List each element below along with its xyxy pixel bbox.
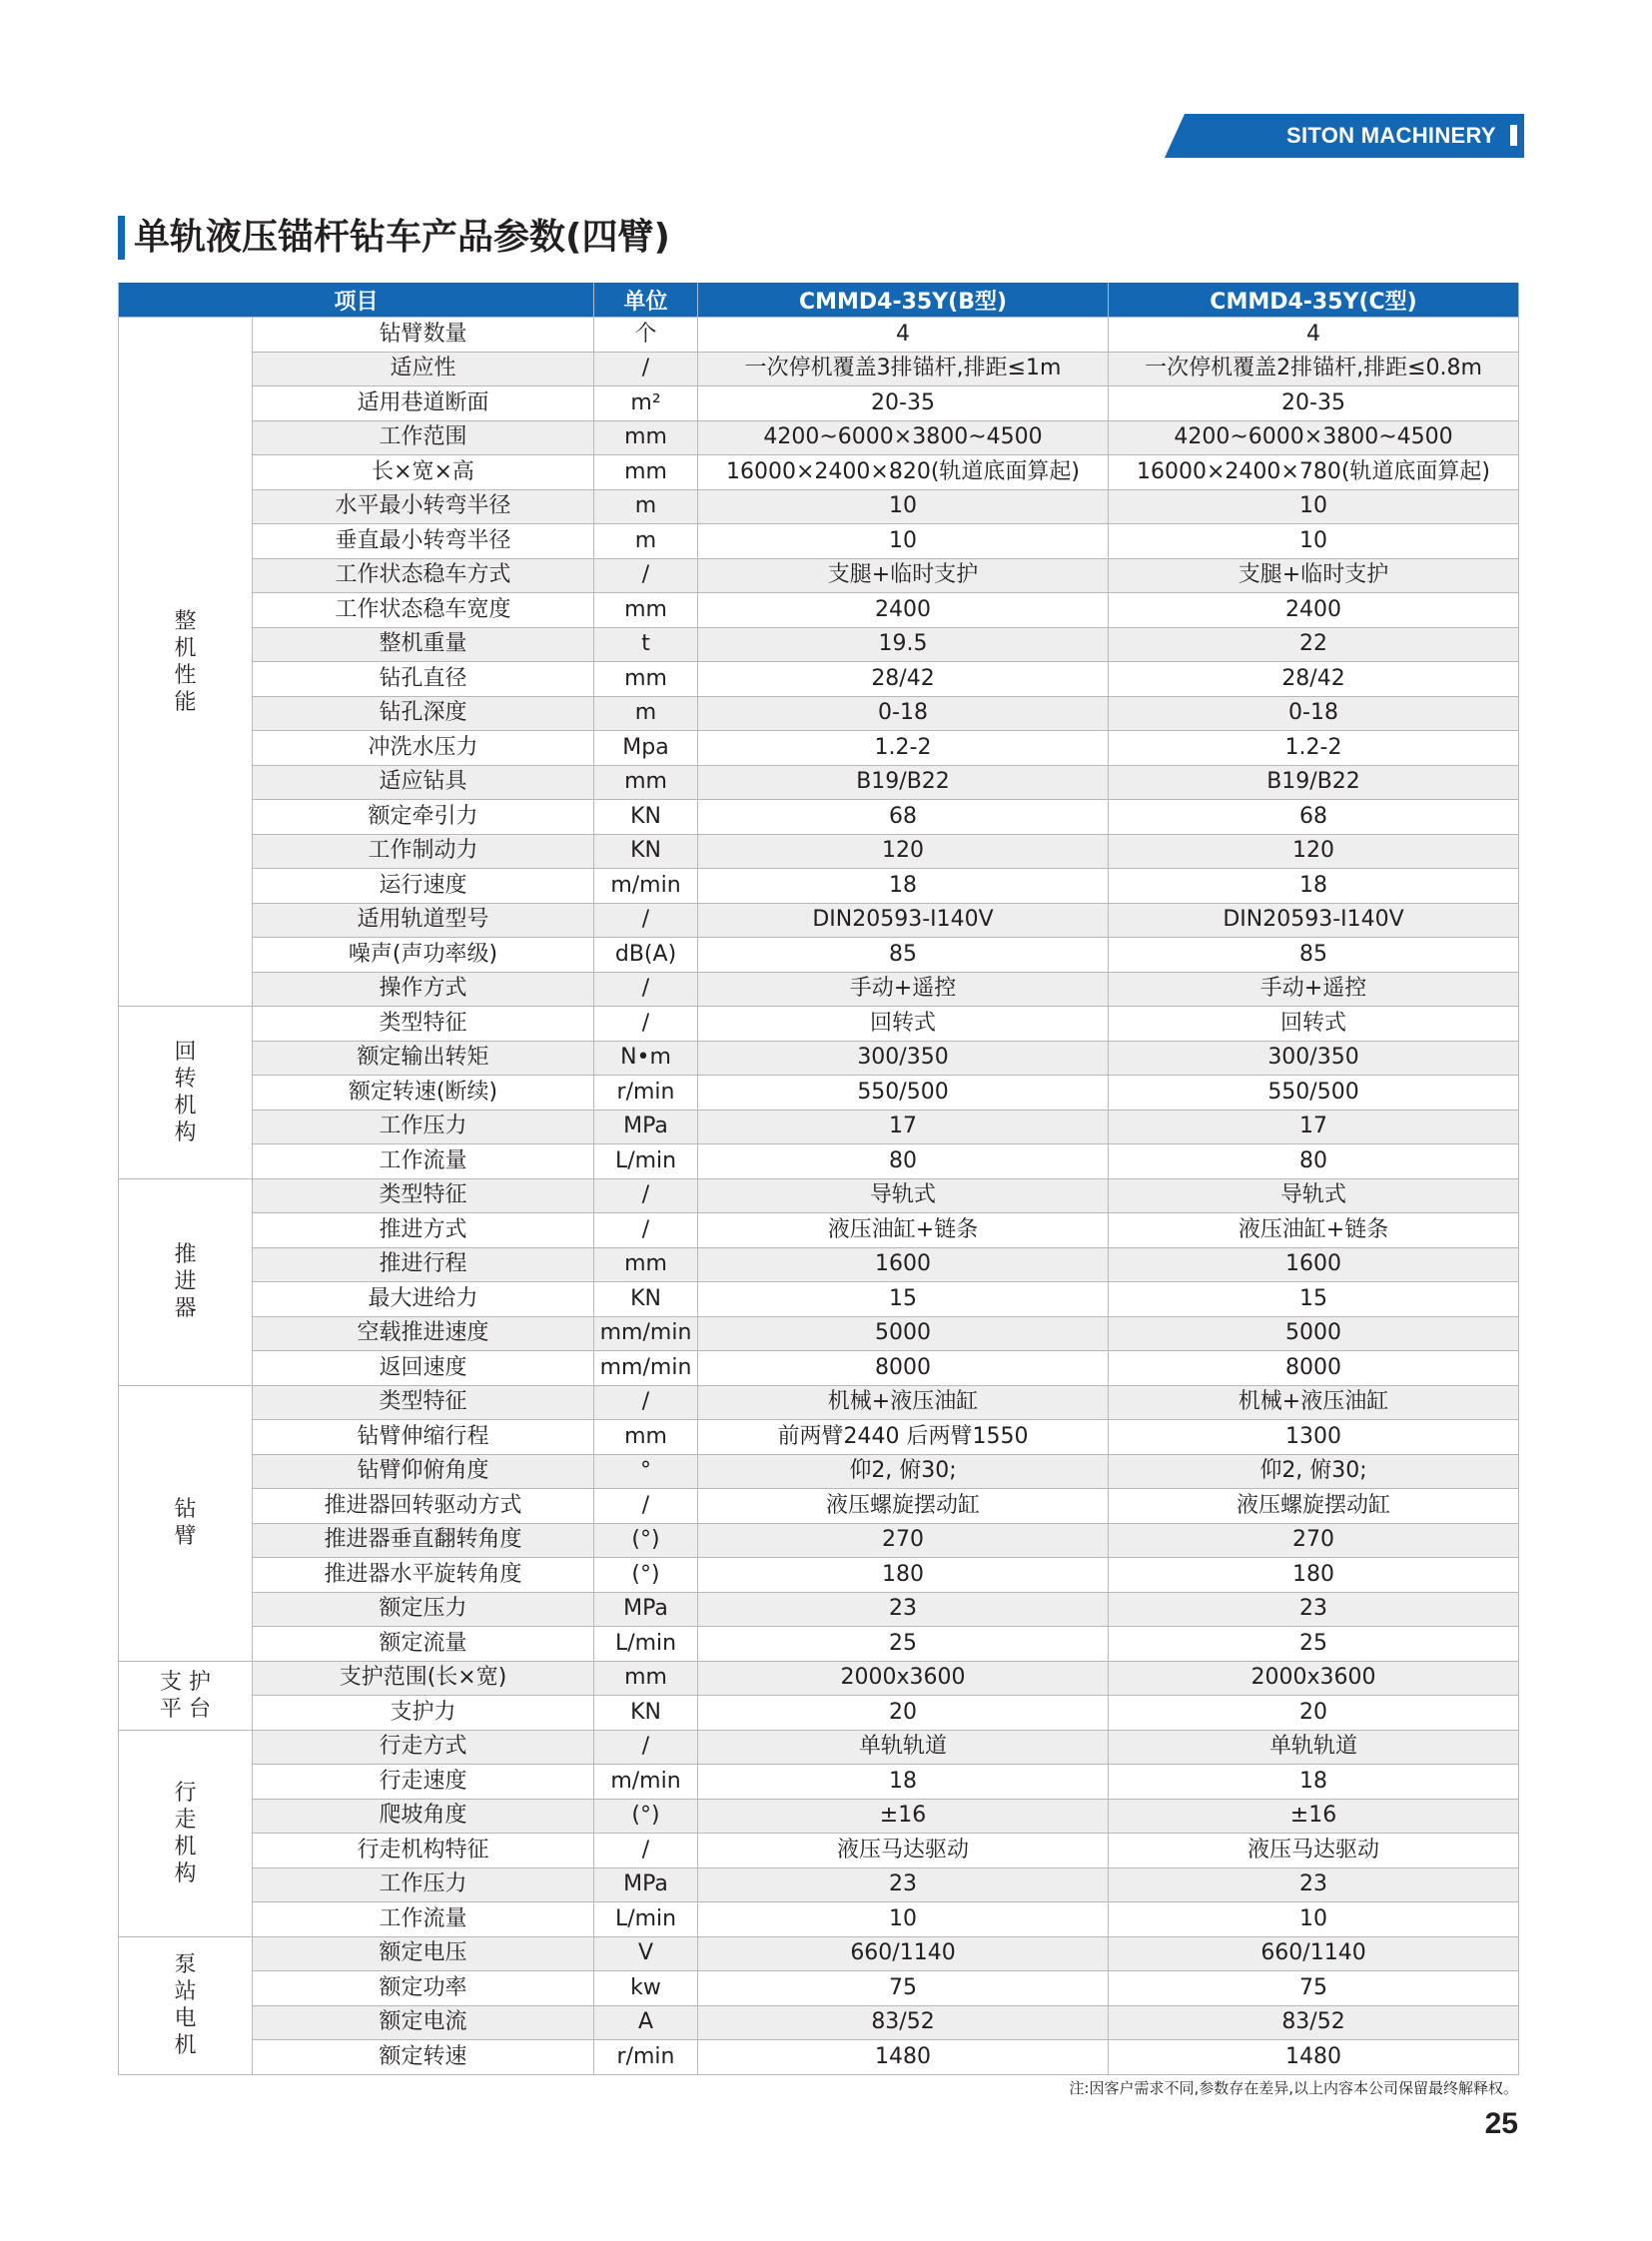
param-unit: / xyxy=(594,972,698,1007)
value-model-c: B19/B22 xyxy=(1109,765,1519,800)
value-model-b: 仰2, 俯30; xyxy=(698,1454,1109,1489)
value-model-c: 75 xyxy=(1109,1971,1519,2006)
value-model-c: 10 xyxy=(1109,524,1519,559)
value-model-c: 单轨轨道 xyxy=(1109,1730,1519,1765)
param-unit: V xyxy=(594,1936,698,1971)
table-row xyxy=(119,1007,1519,1042)
table-row xyxy=(119,903,1519,938)
value-model-b: ±16 xyxy=(698,1799,1109,1834)
table-row xyxy=(119,1316,1519,1351)
table-row xyxy=(119,731,1519,766)
table-row xyxy=(119,1730,1519,1765)
value-model-b: 120 xyxy=(698,834,1109,869)
param-unit: dB(A) xyxy=(594,938,698,973)
value-model-b: 导轨式 xyxy=(698,1178,1109,1213)
param-name: 行走方式 xyxy=(253,1730,594,1765)
table-row xyxy=(119,1765,1519,1800)
table-row xyxy=(119,558,1519,593)
value-model-b: 28/42 xyxy=(698,662,1109,697)
value-model-c: 270 xyxy=(1109,1523,1519,1558)
param-unit: mm/min xyxy=(594,1351,698,1386)
param-unit: mm xyxy=(594,765,698,800)
value-model-c: 180 xyxy=(1109,1558,1519,1593)
param-name: 支护力 xyxy=(253,1696,594,1731)
value-model-c: 68 xyxy=(1109,800,1519,835)
table-row xyxy=(119,1213,1519,1248)
param-unit: r/min xyxy=(594,1076,698,1111)
table-row xyxy=(119,1282,1519,1317)
value-model-c: 23 xyxy=(1109,1592,1519,1627)
spec-table xyxy=(118,283,1519,2075)
table-row xyxy=(119,869,1519,904)
param-unit: KN xyxy=(594,1282,698,1317)
table-row xyxy=(119,1351,1519,1386)
value-model-b: 10 xyxy=(698,524,1109,559)
table-body xyxy=(119,318,1519,2075)
param-unit: mm xyxy=(594,662,698,697)
param-name: 额定电流 xyxy=(253,2005,594,2040)
table-row xyxy=(119,1489,1519,1524)
table-row xyxy=(119,420,1519,455)
value-model-c: 20 xyxy=(1109,1696,1519,1731)
value-model-b: 550/500 xyxy=(698,1076,1109,1111)
table-row xyxy=(119,1799,1519,1834)
value-model-c: 18 xyxy=(1109,869,1519,904)
value-model-b: 液压马达驱动 xyxy=(698,1834,1109,1868)
param-unit: (°) xyxy=(594,1799,698,1834)
param-name: 钻臂伸缩行程 xyxy=(253,1420,594,1455)
param-name: 工作流量 xyxy=(253,1902,594,1937)
param-name: 钻孔深度 xyxy=(253,696,594,731)
param-name: 额定压力 xyxy=(253,1592,594,1627)
table-row xyxy=(119,1558,1519,1593)
param-unit: L/min xyxy=(594,1902,698,1937)
value-model-c: 300/350 xyxy=(1109,1041,1519,1076)
table-header-row xyxy=(119,283,1519,318)
value-model-b: 前两臂2440 后两臂1550 xyxy=(698,1420,1109,1455)
value-model-c: DIN20593-I140V xyxy=(1109,903,1519,938)
value-model-b: DIN20593-I140V xyxy=(698,903,1109,938)
table-row xyxy=(119,1420,1519,1455)
param-unit: m xyxy=(594,489,698,524)
param-name: 冲洗水压力 xyxy=(253,731,594,766)
header-unit: 单位 xyxy=(594,283,698,318)
param-unit: ° xyxy=(594,1454,698,1489)
section-category: 行 走 机 构 xyxy=(119,1730,253,1936)
value-model-b: 5000 xyxy=(698,1316,1109,1351)
param-name: 适用巷道断面 xyxy=(253,386,594,421)
param-name: 工作状态稳车方式 xyxy=(253,558,594,593)
value-model-c: 手动+遥控 xyxy=(1109,972,1519,1007)
title-accent-bar xyxy=(118,216,125,260)
table-row xyxy=(119,1454,1519,1489)
table-row xyxy=(119,1076,1519,1111)
value-model-c: 1.2-2 xyxy=(1109,731,1519,766)
table-row xyxy=(119,1178,1519,1213)
value-model-c: 23 xyxy=(1109,1868,1519,1902)
param-name: 钻臂仰俯角度 xyxy=(253,1454,594,1489)
table-row xyxy=(119,1902,1519,1937)
table-row xyxy=(119,593,1519,628)
header-model-b: CMMD4-35Y(B型) xyxy=(698,283,1109,318)
value-model-b: 270 xyxy=(698,1523,1109,1558)
section-category: 泵 站 电 机 xyxy=(119,1936,253,2074)
table-row xyxy=(119,834,1519,869)
param-unit: / xyxy=(594,1489,698,1524)
param-name: 工作压力 xyxy=(253,1868,594,1902)
table-row xyxy=(119,1523,1519,1558)
table-row xyxy=(119,318,1519,353)
value-model-b: 手动+遥控 xyxy=(698,972,1109,1007)
value-model-c: 1600 xyxy=(1109,1247,1519,1282)
param-name: 操作方式 xyxy=(253,972,594,1007)
param-unit: Mpa xyxy=(594,731,698,766)
param-unit: mm xyxy=(594,1420,698,1455)
param-name: 工作流量 xyxy=(253,1144,594,1179)
param-name: 额定输出转矩 xyxy=(253,1041,594,1076)
table-row xyxy=(119,2005,1519,2040)
value-model-c: 83/52 xyxy=(1109,2005,1519,2040)
value-model-c: 18 xyxy=(1109,1765,1519,1800)
value-model-c: 仰2, 俯30; xyxy=(1109,1454,1519,1489)
value-model-b: 单轨轨道 xyxy=(698,1730,1109,1765)
value-model-b: 20 xyxy=(698,1696,1109,1731)
value-model-c: 支腿+临时支护 xyxy=(1109,558,1519,593)
param-name: 推进方式 xyxy=(253,1213,594,1248)
value-model-b: 10 xyxy=(698,489,1109,524)
value-model-b: 23 xyxy=(698,1868,1109,1902)
param-unit: A xyxy=(594,2005,698,2040)
param-name: 类型特征 xyxy=(253,1385,594,1420)
param-unit: / xyxy=(594,1834,698,1868)
value-model-b: 4 xyxy=(698,318,1109,353)
value-model-b: 23 xyxy=(698,1592,1109,1627)
page-title: 单轨液压锚杆钻车产品参数(四臂) xyxy=(134,217,670,258)
value-model-c: 8000 xyxy=(1109,1351,1519,1386)
value-model-b: 85 xyxy=(698,938,1109,973)
table-row xyxy=(119,1110,1519,1144)
table-row xyxy=(119,2040,1519,2075)
param-name: 适用轨道型号 xyxy=(253,903,594,938)
value-model-b: 8000 xyxy=(698,1351,1109,1386)
page-number: 25 xyxy=(1484,2107,1518,2140)
value-model-c: 1300 xyxy=(1109,1420,1519,1455)
value-model-b: 20-35 xyxy=(698,386,1109,421)
param-unit: L/min xyxy=(594,1627,698,1662)
value-model-c: 17 xyxy=(1109,1110,1519,1144)
value-model-b: 68 xyxy=(698,800,1109,835)
section-category: 整 机 性 能 xyxy=(119,318,253,1007)
param-unit: / xyxy=(594,903,698,938)
brand-name: SITON MACHINERY xyxy=(1286,123,1496,148)
param-unit: MPa xyxy=(594,1868,698,1902)
value-model-b: 19.5 xyxy=(698,627,1109,662)
header-item: 项目 xyxy=(119,283,594,318)
value-model-b: 1.2-2 xyxy=(698,731,1109,766)
value-model-b: 2000x3600 xyxy=(698,1661,1109,1696)
section-category: 回 转 机 构 xyxy=(119,1007,253,1179)
value-model-c: 660/1140 xyxy=(1109,1936,1519,1971)
section-category: 推 进 器 xyxy=(119,1178,253,1385)
value-model-c: 1480 xyxy=(1109,2040,1519,2075)
value-model-b: 0-18 xyxy=(698,696,1109,731)
param-name: 适应钻具 xyxy=(253,765,594,800)
table-row xyxy=(119,696,1519,731)
value-model-c: 液压螺旋摆动缸 xyxy=(1109,1489,1519,1524)
param-name: 整机重量 xyxy=(253,627,594,662)
param-unit: mm xyxy=(594,420,698,455)
param-unit: r/min xyxy=(594,2040,698,2075)
value-model-c: 22 xyxy=(1109,627,1519,662)
param-unit: mm xyxy=(594,455,698,490)
value-model-c: 15 xyxy=(1109,1282,1519,1317)
param-name: 垂直最小转弯半径 xyxy=(253,524,594,559)
param-name: 额定功率 xyxy=(253,1971,594,2006)
table-row xyxy=(119,1834,1519,1868)
param-name: 额定转速(断续) xyxy=(253,1076,594,1111)
value-model-b: 液压油缸+链条 xyxy=(698,1213,1109,1248)
param-name: 支护范围(长×宽) xyxy=(253,1661,594,1696)
param-unit: mm xyxy=(594,1247,698,1282)
table-row xyxy=(119,938,1519,973)
param-name: 工作制动力 xyxy=(253,834,594,869)
param-name: 适应性 xyxy=(253,352,594,386)
table-row xyxy=(119,1868,1519,1902)
value-model-c: 25 xyxy=(1109,1627,1519,1662)
value-model-c: 回转式 xyxy=(1109,1007,1519,1042)
value-model-c: 5000 xyxy=(1109,1316,1519,1351)
param-unit: mm xyxy=(594,1661,698,1696)
table-row xyxy=(119,972,1519,1007)
param-name: 推进器垂直翻转角度 xyxy=(253,1523,594,1558)
param-name: 类型特征 xyxy=(253,1007,594,1042)
param-name: 钻孔直径 xyxy=(253,662,594,697)
value-model-b: 25 xyxy=(698,1627,1109,1662)
param-unit: L/min xyxy=(594,1144,698,1179)
value-model-c: 10 xyxy=(1109,1902,1519,1937)
param-name: 额定流量 xyxy=(253,1627,594,1662)
value-model-b: 16000×2400×820(轨道底面算起) xyxy=(698,455,1109,490)
table-row xyxy=(119,1971,1519,2006)
value-model-b: 1480 xyxy=(698,2040,1109,2075)
param-name: 运行速度 xyxy=(253,869,594,904)
param-unit: m² xyxy=(594,386,698,421)
value-model-c: 液压油缸+链条 xyxy=(1109,1213,1519,1248)
param-name: 工作范围 xyxy=(253,420,594,455)
value-model-b: 支腿+临时支护 xyxy=(698,558,1109,593)
table-row xyxy=(119,765,1519,800)
value-model-c: 28/42 xyxy=(1109,662,1519,697)
param-unit: / xyxy=(594,1385,698,1420)
value-model-c: 0-18 xyxy=(1109,696,1519,731)
value-model-c: 2000x3600 xyxy=(1109,1661,1519,1696)
value-model-b: 一次停机覆盖3排锚杆,排距≤1m xyxy=(698,352,1109,386)
value-model-b: 机械+液压油缸 xyxy=(698,1385,1109,1420)
param-name: 长×宽×高 xyxy=(253,455,594,490)
value-model-b: 10 xyxy=(698,1902,1109,1937)
value-model-b: 18 xyxy=(698,1765,1109,1800)
param-name: 工作状态稳车宽度 xyxy=(253,593,594,628)
param-name: 推进行程 xyxy=(253,1247,594,1282)
table-row xyxy=(119,352,1519,386)
header-model-c: CMMD4-35Y(C型) xyxy=(1109,283,1519,318)
table-row xyxy=(119,1041,1519,1076)
param-unit: KN xyxy=(594,834,698,869)
value-model-c: 20-35 xyxy=(1109,386,1519,421)
table-row xyxy=(119,1385,1519,1420)
value-model-b: 75 xyxy=(698,1971,1109,2006)
param-unit: (°) xyxy=(594,1558,698,1593)
value-model-b: B19/B22 xyxy=(698,765,1109,800)
table-row xyxy=(119,524,1519,559)
param-name: 水平最小转弯半径 xyxy=(253,489,594,524)
table-row xyxy=(119,1627,1519,1662)
param-unit: / xyxy=(594,558,698,593)
param-unit: / xyxy=(594,1178,698,1213)
param-unit: / xyxy=(594,352,698,386)
table-row xyxy=(119,1144,1519,1179)
value-model-b: 83/52 xyxy=(698,2005,1109,2040)
param-name: 额定转速 xyxy=(253,2040,594,2075)
table-row xyxy=(119,627,1519,662)
param-name: 推进器回转驱动方式 xyxy=(253,1489,594,1524)
value-model-c: 10 xyxy=(1109,489,1519,524)
value-model-c: 液压马达驱动 xyxy=(1109,1834,1519,1868)
param-name: 噪声(声功率级) xyxy=(253,938,594,973)
table-row xyxy=(119,386,1519,421)
value-model-c: 导轨式 xyxy=(1109,1178,1519,1213)
param-name: 推进器水平旋转角度 xyxy=(253,1558,594,1593)
param-name: 钻臂数量 xyxy=(253,318,594,353)
param-name: 行走机构特征 xyxy=(253,1834,594,1868)
param-unit: MPa xyxy=(594,1592,698,1627)
value-model-b: 180 xyxy=(698,1558,1109,1593)
param-unit: 个 xyxy=(594,318,698,353)
brand-bar-mark xyxy=(1510,125,1517,146)
param-name: 工作压力 xyxy=(253,1110,594,1144)
param-unit: mm xyxy=(594,593,698,628)
param-name: 额定电压 xyxy=(253,1936,594,1971)
value-model-c: 2400 xyxy=(1109,593,1519,628)
value-model-b: 17 xyxy=(698,1110,1109,1144)
value-model-b: 18 xyxy=(698,869,1109,904)
value-model-b: 液压螺旋摆动缸 xyxy=(698,1489,1109,1524)
param-name: 行走速度 xyxy=(253,1765,594,1800)
table-row xyxy=(119,1661,1519,1696)
section-category: 钻 臂 xyxy=(119,1385,253,1661)
param-unit: / xyxy=(594,1213,698,1248)
value-model-c: 85 xyxy=(1109,938,1519,973)
value-model-b: 300/350 xyxy=(698,1041,1109,1076)
value-model-c: 一次停机覆盖2排锚杆,排距≤0.8m xyxy=(1109,352,1519,386)
table-row xyxy=(119,1696,1519,1731)
table-row xyxy=(119,662,1519,697)
param-name: 最大进给力 xyxy=(253,1282,594,1317)
value-model-b: 660/1140 xyxy=(698,1936,1109,1971)
param-name: 额定牵引力 xyxy=(253,800,594,835)
section-category: 支 护 平 台 xyxy=(119,1661,253,1730)
table-row xyxy=(119,489,1519,524)
value-model-b: 15 xyxy=(698,1282,1109,1317)
param-unit: m/min xyxy=(594,1765,698,1800)
param-unit: kw xyxy=(594,1971,698,2006)
table-row xyxy=(119,1247,1519,1282)
footnote: 注:因客户需求不同,参数存在差异,以上内容本公司保留最终解释权。 xyxy=(1069,2079,1518,2097)
value-model-c: 4200~6000×3800~4500 xyxy=(1109,420,1519,455)
value-model-c: 4 xyxy=(1109,318,1519,353)
param-name: 空载推进速度 xyxy=(253,1316,594,1351)
param-name: 类型特征 xyxy=(253,1178,594,1213)
param-unit: N•m xyxy=(594,1041,698,1076)
param-name: 爬坡角度 xyxy=(253,1799,594,1834)
param-unit: / xyxy=(594,1730,698,1765)
param-unit: m xyxy=(594,524,698,559)
param-unit: (°) xyxy=(594,1523,698,1558)
param-unit: MPa xyxy=(594,1110,698,1144)
param-unit: t xyxy=(594,627,698,662)
param-unit: KN xyxy=(594,1696,698,1731)
param-unit: m/min xyxy=(594,869,698,904)
value-model-c: 120 xyxy=(1109,834,1519,869)
value-model-b: 4200~6000×3800~4500 xyxy=(698,420,1109,455)
value-model-c: 机械+液压油缸 xyxy=(1109,1385,1519,1420)
param-unit: m xyxy=(594,696,698,731)
param-name: 返回速度 xyxy=(253,1351,594,1386)
table-row xyxy=(119,455,1519,490)
value-model-c: 80 xyxy=(1109,1144,1519,1179)
param-unit: / xyxy=(594,1007,698,1042)
param-unit: mm/min xyxy=(594,1316,698,1351)
value-model-c: 16000×2400×780(轨道底面算起) xyxy=(1109,455,1519,490)
table-row xyxy=(119,1592,1519,1627)
table-row xyxy=(119,1936,1519,1971)
value-model-b: 1600 xyxy=(698,1247,1109,1282)
value-model-c: ±16 xyxy=(1109,1799,1519,1834)
value-model-c: 550/500 xyxy=(1109,1076,1519,1111)
table-row xyxy=(119,800,1519,835)
value-model-b: 回转式 xyxy=(698,1007,1109,1042)
value-model-b: 2400 xyxy=(698,593,1109,628)
value-model-b: 80 xyxy=(698,1144,1109,1179)
param-unit: KN xyxy=(594,800,698,835)
